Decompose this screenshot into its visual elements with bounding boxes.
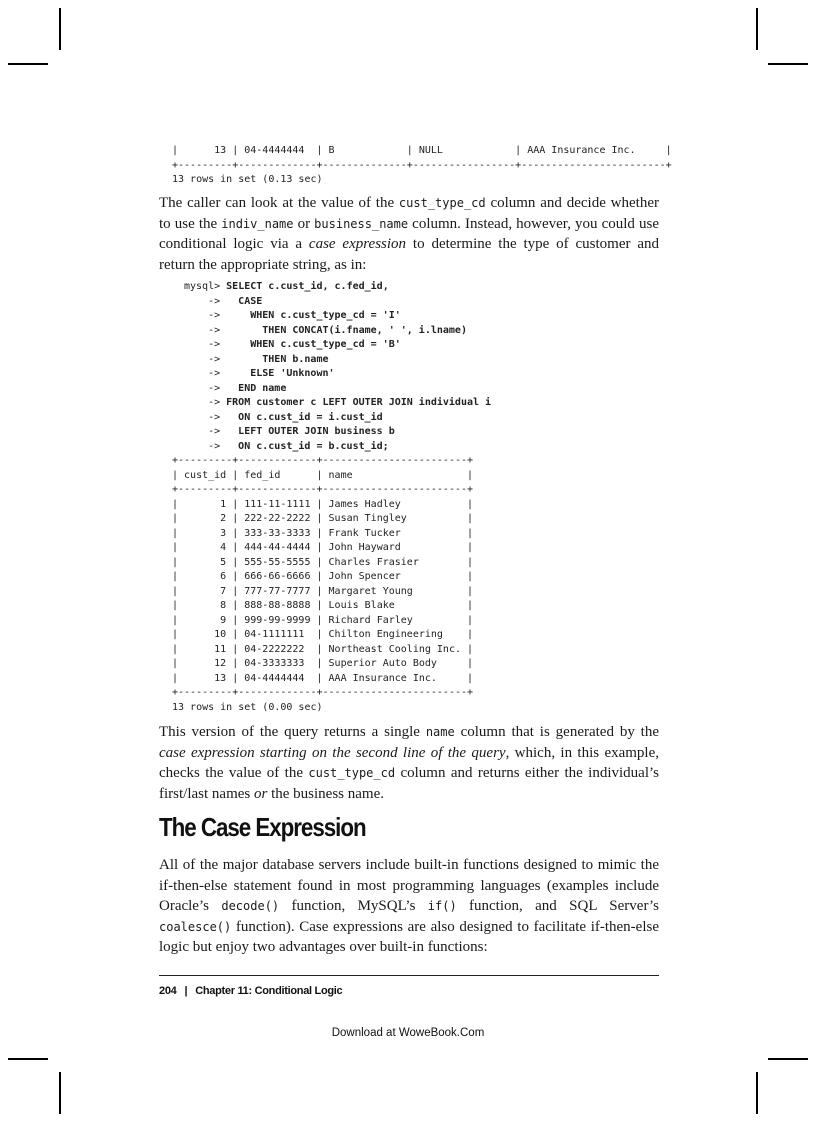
- continuation-prompt: ->: [184, 397, 221, 408]
- continuation-prompt: ->: [184, 382, 221, 394]
- page-number: 204: [159, 985, 177, 997]
- table-row: | 9 | 999-99-9999 | Richard Farley |: [172, 614, 474, 626]
- crop-mark: [756, 8, 758, 50]
- table-border: +---------+-------------+------------------------+: [172, 484, 474, 495]
- chapter-title: Chapter 11: Conditional Logic: [195, 985, 343, 997]
- paragraph-intro: The caller can look at the value of the cust_type_cd column and decide whether to use the indiv_name or business_name column. Instead, however, you could use conditional logic via a case expression to determine the type of customer and return the appropriate string, as in:: [159, 195, 660, 273]
- result-table: [172, 454, 473, 715]
- sql-query: [184, 280, 491, 454]
- table-row: | 3 | 333-33-3333 | Frank Tucker |: [172, 527, 474, 539]
- query-line: THEN b.name: [220, 353, 329, 365]
- crop-mark: [768, 63, 808, 65]
- continuation-prompt: ->: [184, 324, 221, 336]
- query-line: ON c.cust_id = i.cust_id: [220, 411, 383, 423]
- table-row: | 13 | 04-4444444 | AAA Insurance Inc. |: [172, 672, 474, 684]
- table-row: | 5 | 555-55-5555 | Charles Frasier |: [172, 556, 474, 568]
- table-row: | 6 | 666-66-6666 | John Spencer |: [172, 571, 474, 582]
- continuation-prompt: ->: [184, 353, 221, 365]
- table-row: | 4 | 444-44-4444 | John Hayward |: [172, 542, 474, 553]
- query-line: ELSE 'Unknown': [220, 368, 335, 379]
- continuation-prompt: ->: [184, 426, 221, 437]
- continuation-prompt: ->: [184, 339, 221, 350]
- table-row: | 7 | 777-77-7777 | Margaret Young |: [172, 585, 474, 597]
- table-border: +---------+-------------+------------------------+: [172, 687, 474, 698]
- footer-rule: [159, 975, 659, 976]
- page-footer: [159, 985, 342, 997]
- table-row: | 8 | 888-88-8888 | Louis Blake |: [172, 600, 474, 611]
- download-watermark: Download at WoweBook.Com: [331, 1027, 485, 1039]
- crop-mark: [8, 63, 48, 65]
- crop-mark: [756, 1072, 758, 1114]
- row-count-summary: 13 rows in set (0.00 sec): [172, 701, 323, 713]
- continuation-prompt: ->: [184, 368, 221, 379]
- table-row: | 12 | 04-3333333 | Superior Auto Body |: [172, 658, 474, 669]
- section-heading: The Case Expression: [159, 812, 366, 842]
- previous-query-output: | 13 | 04-4444444 | B | NULL | AAA Insurance Inc. | +---------+-------------+--------------+-----------------+------------------------+ 13 rows in set (0.13 sec): [172, 145, 672, 185]
- mysql-prompt: mysql>: [184, 281, 227, 292]
- continuation-prompt: ->: [184, 295, 221, 307]
- continuation-prompt: ->: [184, 310, 221, 321]
- query-line: LEFT OUTER JOIN business b: [220, 426, 395, 437]
- query-line: THEN CONCAT(i.fname, ' ', i.lname): [220, 324, 467, 336]
- query-line: SELECT c.cust_id, c.fed_id,: [226, 281, 389, 292]
- crop-mark: [768, 1058, 808, 1060]
- paragraph-explanation: This version of the query returns a single name column that is generated by the case expression starting on the second line of the query, which, in this example, checks the value of the cust_type_cd column and returns either the individual’s first/last names or the business name.: [159, 724, 660, 802]
- query-line: CASE: [220, 295, 263, 307]
- table-border: +---------+-------------+------------------------+: [172, 455, 474, 466]
- paragraph-case-expression: All of the major database servers include built-in functions designed to mimic the if-then-else statement found in most programming languages (examples include Oracle’s decode() function, MySQL’s if() function, and SQL Server’s coalesce() function). Case expressions are also designed to facilitate if-then-else logic but enjoy two advantages over built-in functions:: [159, 857, 659, 955]
- query-line: END name: [220, 382, 287, 394]
- query-line: ON c.cust_id = b.cust_id;: [220, 440, 389, 452]
- table-row: | 11 | 04-2222222 | Northeast Cooling Inc. |: [172, 643, 474, 655]
- table-row: | 10 | 04-1111111 | Chilton Engineering |: [172, 629, 474, 640]
- query-line: FROM customer c LEFT OUTER JOIN individual i: [220, 397, 492, 408]
- table-row: | 1 | 111-11-1111 | James Hadley |: [172, 498, 474, 510]
- query-line: WHEN c.cust_type_cd = 'I': [220, 310, 401, 321]
- query-line: WHEN c.cust_type_cd = 'B': [220, 339, 401, 350]
- table-header: | cust_id | fed_id | name |: [172, 469, 474, 481]
- table-row: | 2 | 222-22-2222 | Susan Tingley |: [172, 513, 474, 524]
- crop-mark: [59, 1072, 61, 1114]
- crop-mark: [8, 1058, 48, 1060]
- continuation-prompt: ->: [184, 411, 221, 423]
- crop-mark: [59, 8, 61, 50]
- footer-separator: |: [184, 985, 188, 997]
- continuation-prompt: ->: [184, 440, 221, 452]
